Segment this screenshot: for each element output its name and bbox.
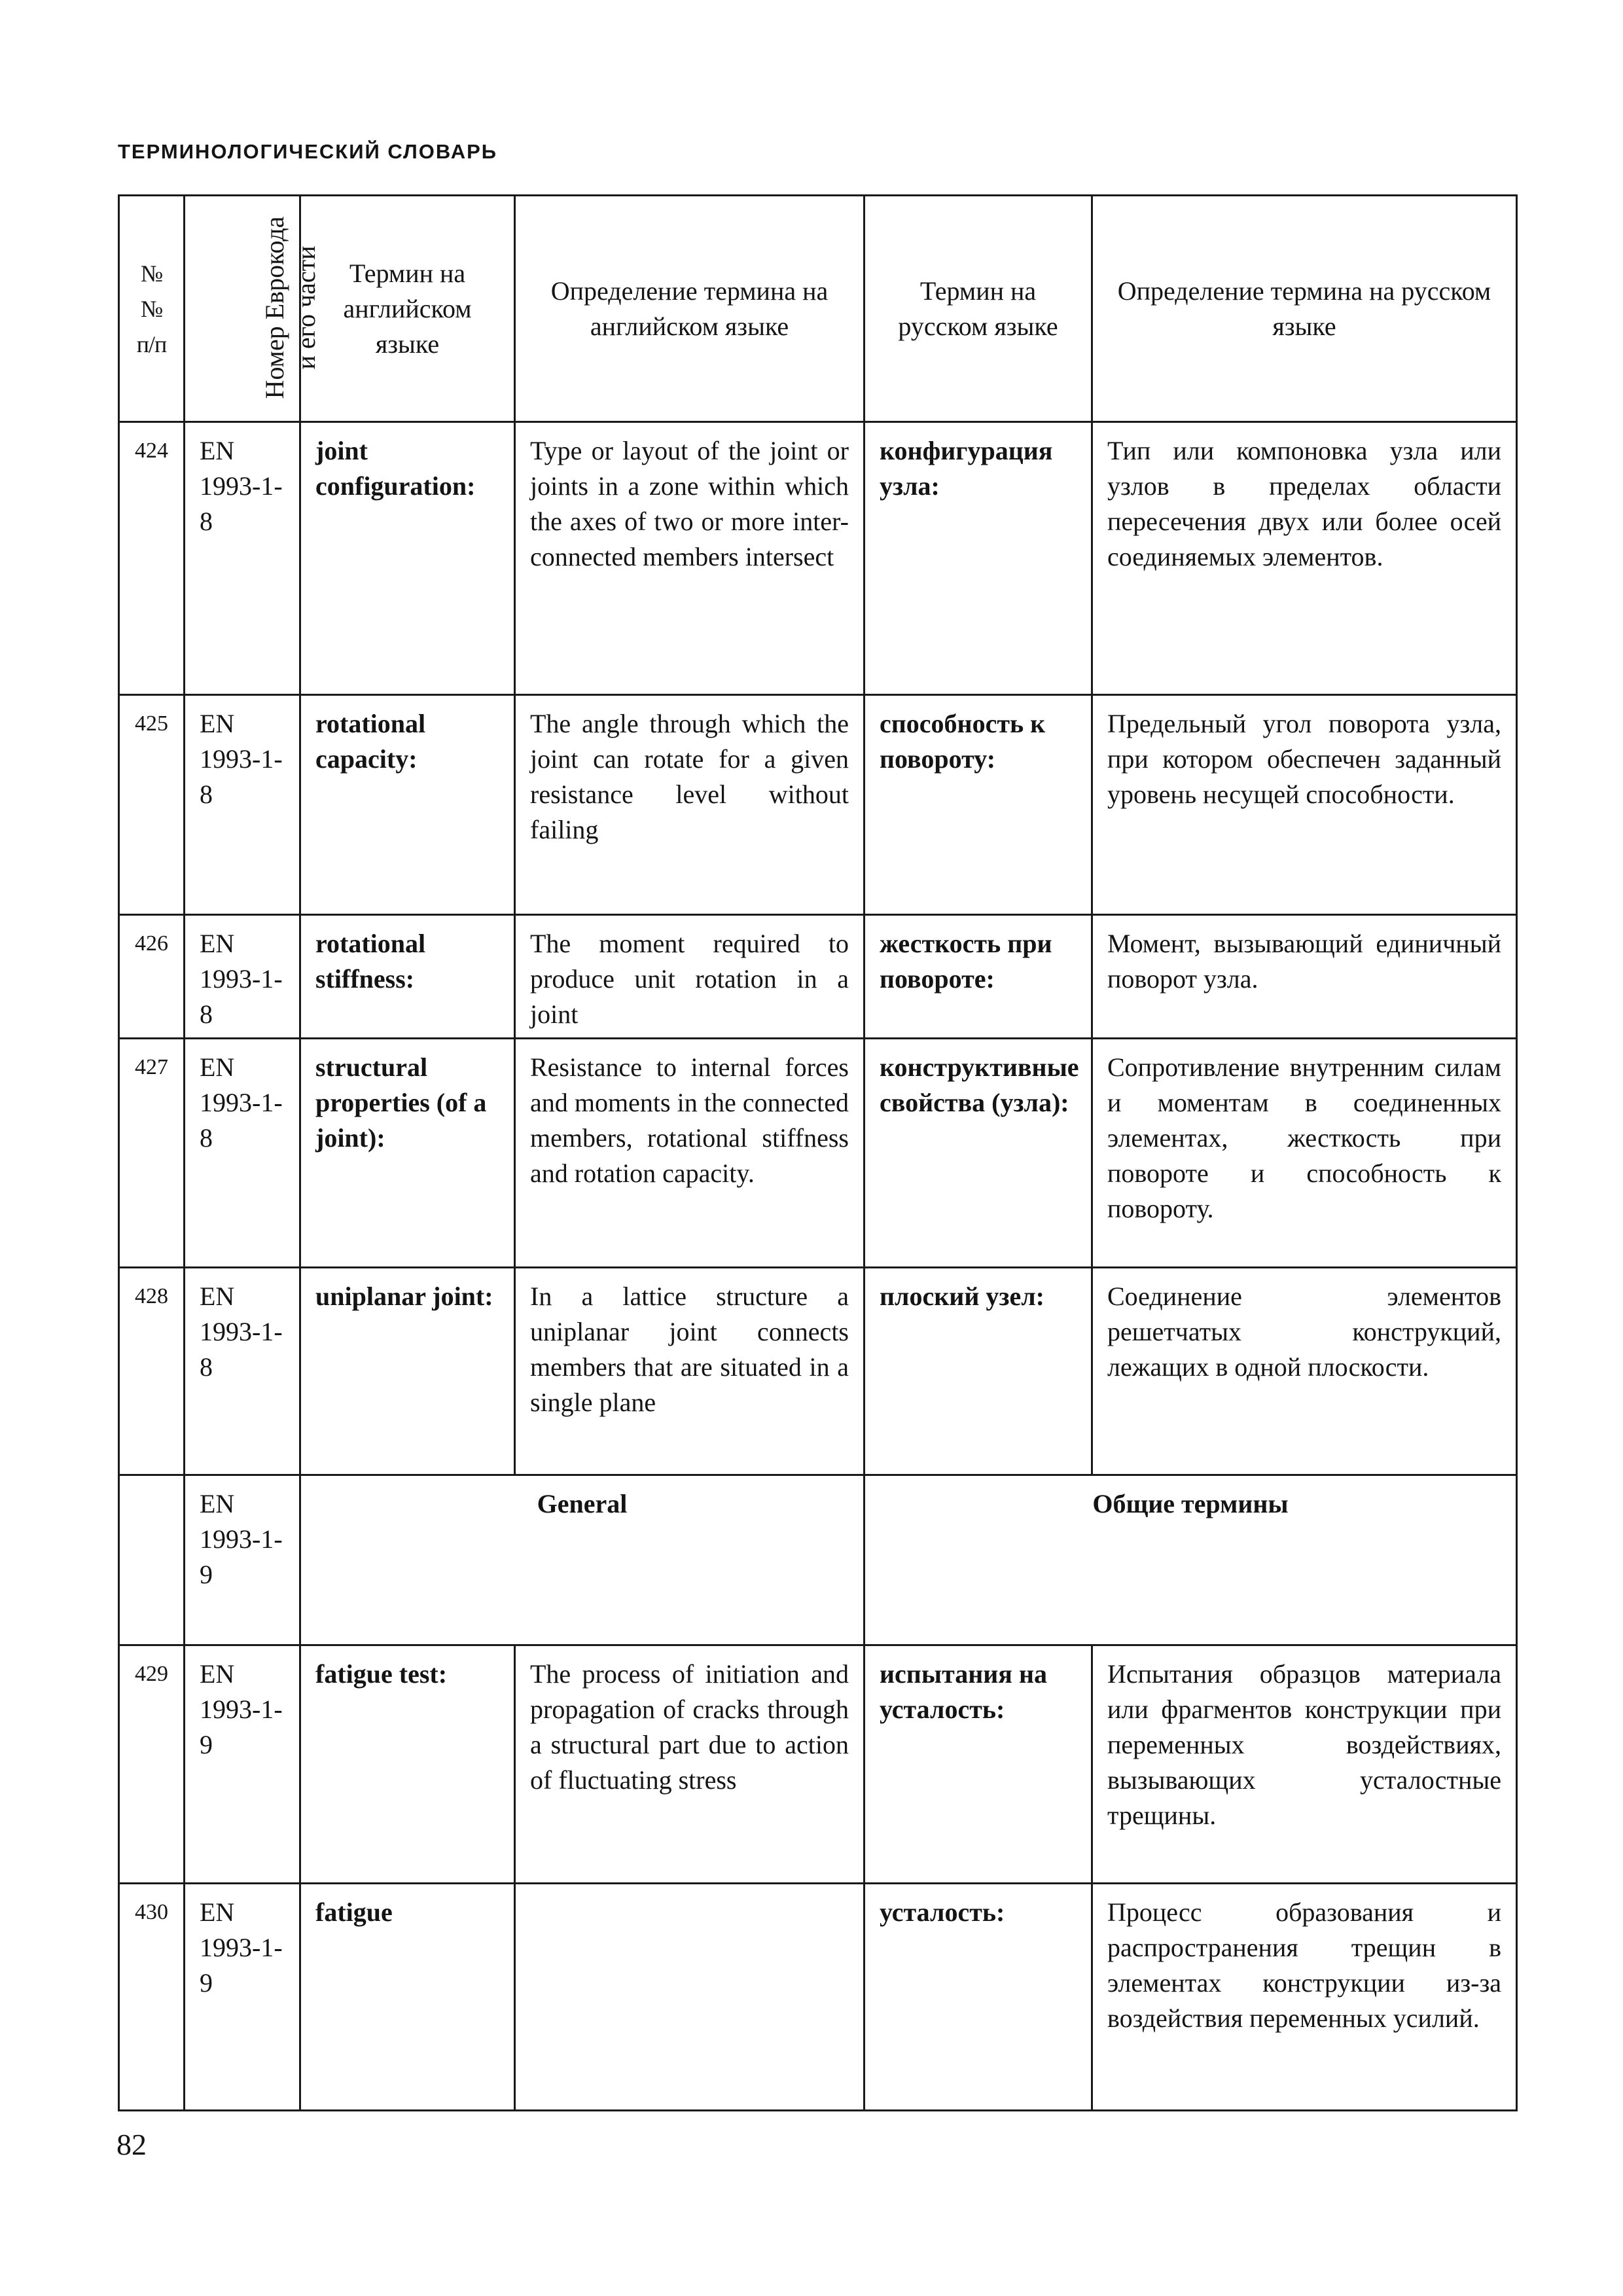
table-row	[119, 1645, 1517, 1884]
row-term-en: fatigue	[300, 1884, 515, 2111]
row-term-en: rotational stiffness:	[300, 915, 515, 1039]
running-head: ТЕРМИНОЛОГИЧЕСКИЙ СЛОВАРЬ	[118, 140, 498, 163]
row-term-en: fatigue test:	[300, 1645, 515, 1884]
page-number: 82	[116, 2128, 147, 2161]
table-row	[119, 1884, 1517, 2111]
row-def-ru: Предельный угол поворота узла, при котором обеспечен заданный уровень несущей способности.	[1092, 695, 1517, 915]
row-def-en: Resistance to internal forces and moments in the connected members, rotational stiffness and rotation capacity.	[515, 1039, 865, 1268]
header-eurocode	[185, 196, 321, 422]
row-def-ru: Момент, вызывающий единичный поворот узла.	[1092, 915, 1517, 1039]
row-num: 425	[119, 695, 185, 915]
header-term-en: Термин на английском языке	[300, 196, 515, 422]
row-def-ru: Испытания образцов материала или фрагментов конструкции при переменных воздействиях, вызывающих усталостные трещины.	[1092, 1645, 1517, 1884]
row-def-en	[515, 1884, 865, 2111]
row-num: 424	[119, 422, 185, 695]
row-def-en: The process of initiation and propagation of cracks through a structural part due to action of fluctuating stress	[515, 1645, 865, 1884]
row-num: 430	[119, 1884, 185, 2111]
row-code: EN 1993-1-8	[185, 422, 300, 695]
row-num: 428	[119, 1268, 185, 1475]
row-term-ru: конструктивные свойства (узла):	[865, 1039, 1092, 1268]
row-def-en: Type or layout of the joint or joints in a zone within which the axes of two or more inter-connected members intersect	[515, 422, 865, 695]
glossary-table	[118, 194, 1518, 2111]
table-row	[119, 422, 1517, 695]
section-code: EN 1993-1-9	[185, 1475, 300, 1645]
row-def-ru: Сопротивление внутренним силам и моментам в соединенных элементах, жесткость при повороте и способность к повороту.	[1092, 1039, 1517, 1268]
row-code: EN 1993-1-8	[185, 1039, 300, 1268]
row-term-en: structural properties (of a joint):	[300, 1039, 515, 1268]
row-num: 426	[119, 915, 185, 1039]
section-num	[119, 1475, 185, 1645]
row-def-ru: Соединение элементов решетчатых конструкций, лежащих в одной плоскости.	[1092, 1268, 1517, 1475]
row-num: 427	[119, 1039, 185, 1268]
header-eurocode-label: Номер Еврокода и его части	[260, 216, 321, 399]
row-term-ru: плоский узел:	[865, 1268, 1092, 1475]
row-code: EN 1993-1-8	[185, 915, 300, 1039]
row-code: EN 1993-1-8	[185, 695, 300, 915]
row-num: 429	[119, 1645, 185, 1884]
section-row	[119, 1475, 1517, 1645]
table-row	[119, 1039, 1517, 1268]
table-row	[119, 915, 1517, 1039]
header-def-en: Определение термина на английском языке	[515, 196, 865, 422]
table-row	[119, 695, 1517, 915]
row-def-ru: Тип или компоновка узла или узлов в пределах области пересечения двух или более осей соединяемых элементов.	[1092, 422, 1517, 695]
header-term-ru: Термин на русском языке	[865, 196, 1092, 422]
table-row	[119, 1268, 1517, 1475]
row-def-en: The moment required to produce unit rotation in a joint	[515, 915, 865, 1039]
row-term-ru: усталость:	[865, 1884, 1092, 2111]
row-def-en: In a lattice structure a uniplanar joint connects members that are situated in a single plane	[515, 1268, 865, 1475]
header-num: №№ п/п	[119, 196, 185, 422]
row-code: EN 1993-1-9	[185, 1884, 300, 2111]
header-def-ru: Определение термина на русском языке	[1092, 196, 1517, 422]
row-code: EN 1993-1-8	[185, 1268, 300, 1475]
row-def-ru: Процесс образования и распространения трещин в элементах конструкции из-за воздействия переменных усилий.	[1092, 1884, 1517, 2111]
section-title-en: General	[300, 1475, 865, 1645]
section-title-ru: Общие термины	[865, 1475, 1517, 1645]
row-term-en: joint configuration:	[300, 422, 515, 695]
row-def-en: The angle through which the joint can rotate for a given resistance level without failing	[515, 695, 865, 915]
row-term-ru: способность к повороту:	[865, 695, 1092, 915]
row-term-en: uniplanar joint:	[300, 1268, 515, 1475]
row-code: EN 1993-1-9	[185, 1645, 300, 1884]
row-term-ru: конфигурация узла:	[865, 422, 1092, 695]
header-row	[119, 196, 1517, 422]
row-term-ru: жесткость при повороте:	[865, 915, 1092, 1039]
row-term-en: rotational capacity:	[300, 695, 515, 915]
row-term-ru: испытания на усталость:	[865, 1645, 1092, 1884]
